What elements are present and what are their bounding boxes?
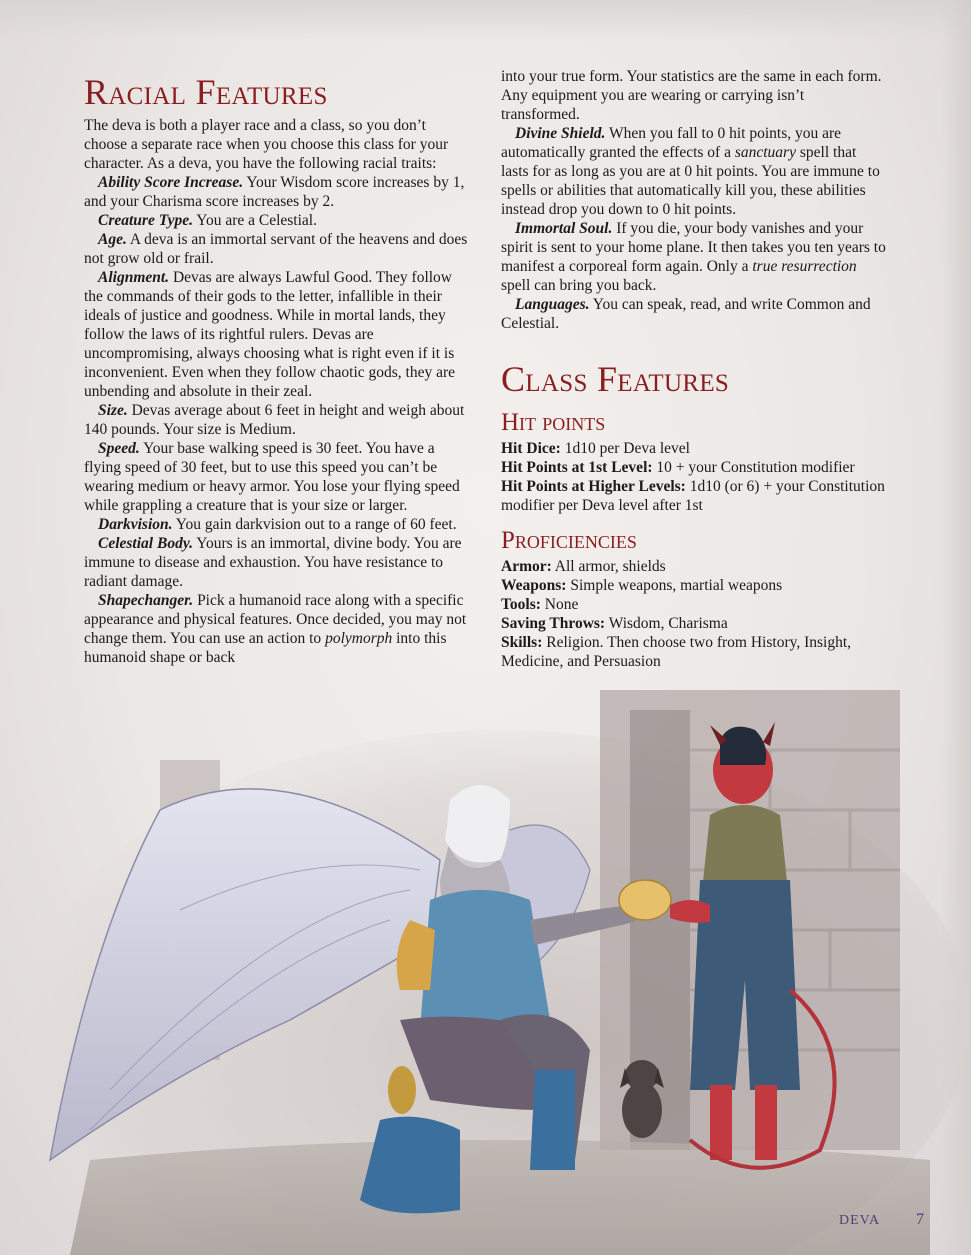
trait-text: Pick a humanoid race along with a specific appearance and physical features. Once decided, you may not change them. You can use an action to [84, 592, 467, 647]
prof-line [501, 576, 886, 595]
trait-name: Size. [98, 402, 128, 419]
page-edge-top [0, 0, 971, 40]
prof-label: Tools: [501, 596, 541, 613]
trait-celestial-body [84, 534, 469, 591]
trait-alignment [84, 268, 469, 401]
trait-text: You gain darkvision out to a range of 60 feet. [172, 516, 457, 533]
trait-text: If you die, your body vanishes and your spirit is sent to your home plane. It then takes you ten years to manifest a corporeal form again. Only a [501, 220, 886, 275]
trait-name: Divine Shield. [515, 125, 606, 142]
racial-features-heading: Racial Features [84, 72, 328, 112]
trait-name: Shapechanger. [98, 592, 194, 609]
trait-creature-type [84, 211, 469, 230]
prof-value: None [540, 596, 579, 613]
hp-label: Hit Points at 1st Level: [501, 459, 653, 476]
prof-value: Simple weapons, martial weapons [566, 577, 783, 594]
trait-text-continued: into this humanoid shape or back [84, 630, 447, 666]
trait-name: Languages. [515, 296, 590, 313]
prof-label: Armor: [501, 558, 552, 575]
left-column [84, 72, 469, 667]
trait-name: Alignment. [98, 269, 170, 286]
trait-age [84, 230, 469, 268]
trait-name: Age. [98, 231, 127, 248]
trait-text: Your Wisdom score increases by 1, and your Charisma score increases by 2. [84, 174, 465, 210]
prof-line [501, 633, 886, 671]
trait-text: Your base walking speed is 30 feet. You have a flying speed of 30 feet, but to use this speed you can’t be wearing medium or heavy armor. You lose your flying speed while grappling a creature that is your size or larger. [84, 440, 460, 514]
trait-text: You can speak, read, and write Common and Celestial. [501, 296, 871, 332]
hp-label: Hit Dice: [501, 440, 561, 457]
trait-divine-shield [501, 124, 886, 219]
trait-name: Speed. [98, 440, 140, 457]
trait-name: Immortal Soul. [515, 220, 613, 237]
trait-languages [501, 295, 886, 333]
trait-name: Darkvision. [98, 516, 173, 533]
trait-name: Ability Score Increase. [98, 174, 244, 191]
trait-shapechanger [84, 591, 469, 667]
shapechanger-continued: into your true form. Your statistics are the same in each form. Any equipment you are wearing or carrying isn’t transformed. [501, 68, 882, 123]
hp-label: Hit Points at Higher Levels: [501, 478, 686, 495]
hp-value: 10 + your Constitution modifier [652, 459, 855, 476]
trait-name: Celestial Body. [98, 535, 193, 552]
trait-speed [84, 439, 469, 515]
hp-value: 1d10 per Deva level [560, 440, 690, 457]
spell-name: true resurrection [752, 258, 857, 275]
prof-line [501, 595, 886, 614]
deva-illustration [30, 690, 971, 1255]
hit-points-heading: Hit points [501, 409, 606, 436]
prof-line [501, 614, 886, 633]
hp-line [501, 439, 886, 458]
trait-ability-score [84, 173, 469, 211]
trait-text: When you fall to 0 hit points, you are automatically granted the effects of a [501, 125, 842, 161]
trait-text: Yours is an immortal, divine body. You are immune to disease and exhaustion. You have resistance to radiant damage. [84, 535, 462, 590]
small-dog [620, 1060, 664, 1138]
trait-text: spell that lasts for as long as you are at 0 hit points. You are immune to spells or abilities that automatically kill you, these abilities instead drop you down to 0 hit points. [501, 144, 880, 218]
prof-label: Weapons: [501, 577, 567, 594]
proficiencies-heading: Proficiencies [501, 527, 637, 554]
trait-size [84, 401, 469, 439]
racial-intro: The deva is both a player race and a class, so you don’t choose a separate race when you choose this class for your character. As a deva, you have the following racial traits: [84, 117, 449, 172]
prof-line [501, 557, 886, 576]
hp-line [501, 477, 886, 515]
prof-label: Saving Throws: [501, 615, 606, 632]
trait-text: A deva is an immortal servant of the heavens and does not grow old or frail. [84, 231, 468, 267]
trait-text: Devas are always Lawful Good. They follow the commands of their gods to the letter, infallible in their ideals of justice and goodness. While in mortal lands, they follow the laws of its rightful rulers. Devas are uncompromising, always choosing what is right even if it is inconvenient. Even when they follow chaotic gods, they are unbending and absolute in their zeal. [84, 269, 456, 400]
spell-name: sanctuary [734, 144, 796, 161]
trait-darkvision [84, 515, 469, 534]
trait-text: You are a Celestial. [193, 212, 317, 229]
right-column [501, 67, 886, 671]
footer-class-name: DEVA [839, 1213, 881, 1228]
page-number: 7 [916, 1211, 924, 1228]
trait-text: Devas average about 6 feet in height and weigh about 140 pounds. Your size is Medium. [84, 402, 465, 438]
trait-immortal-soul [501, 219, 886, 295]
trait-name: Creature Type. [98, 212, 193, 229]
prof-value: Wisdom, Charisma [605, 615, 728, 632]
hp-line [501, 458, 886, 477]
hp-value: 1d10 (or 6) + your Constitution modifier per Deva level after 1st [501, 478, 885, 514]
trait-text: spell can bring you back. [501, 277, 657, 294]
prof-label: Skills: [501, 634, 543, 651]
prof-value: All armor, shields [551, 558, 666, 575]
bread-loaf [619, 880, 671, 920]
prof-value: Religion. Then choose two from History, Insight, Medicine, and Persuasion [501, 634, 852, 670]
spell-name: polymorph [325, 630, 393, 647]
class-features-heading: Class Features [501, 359, 730, 399]
